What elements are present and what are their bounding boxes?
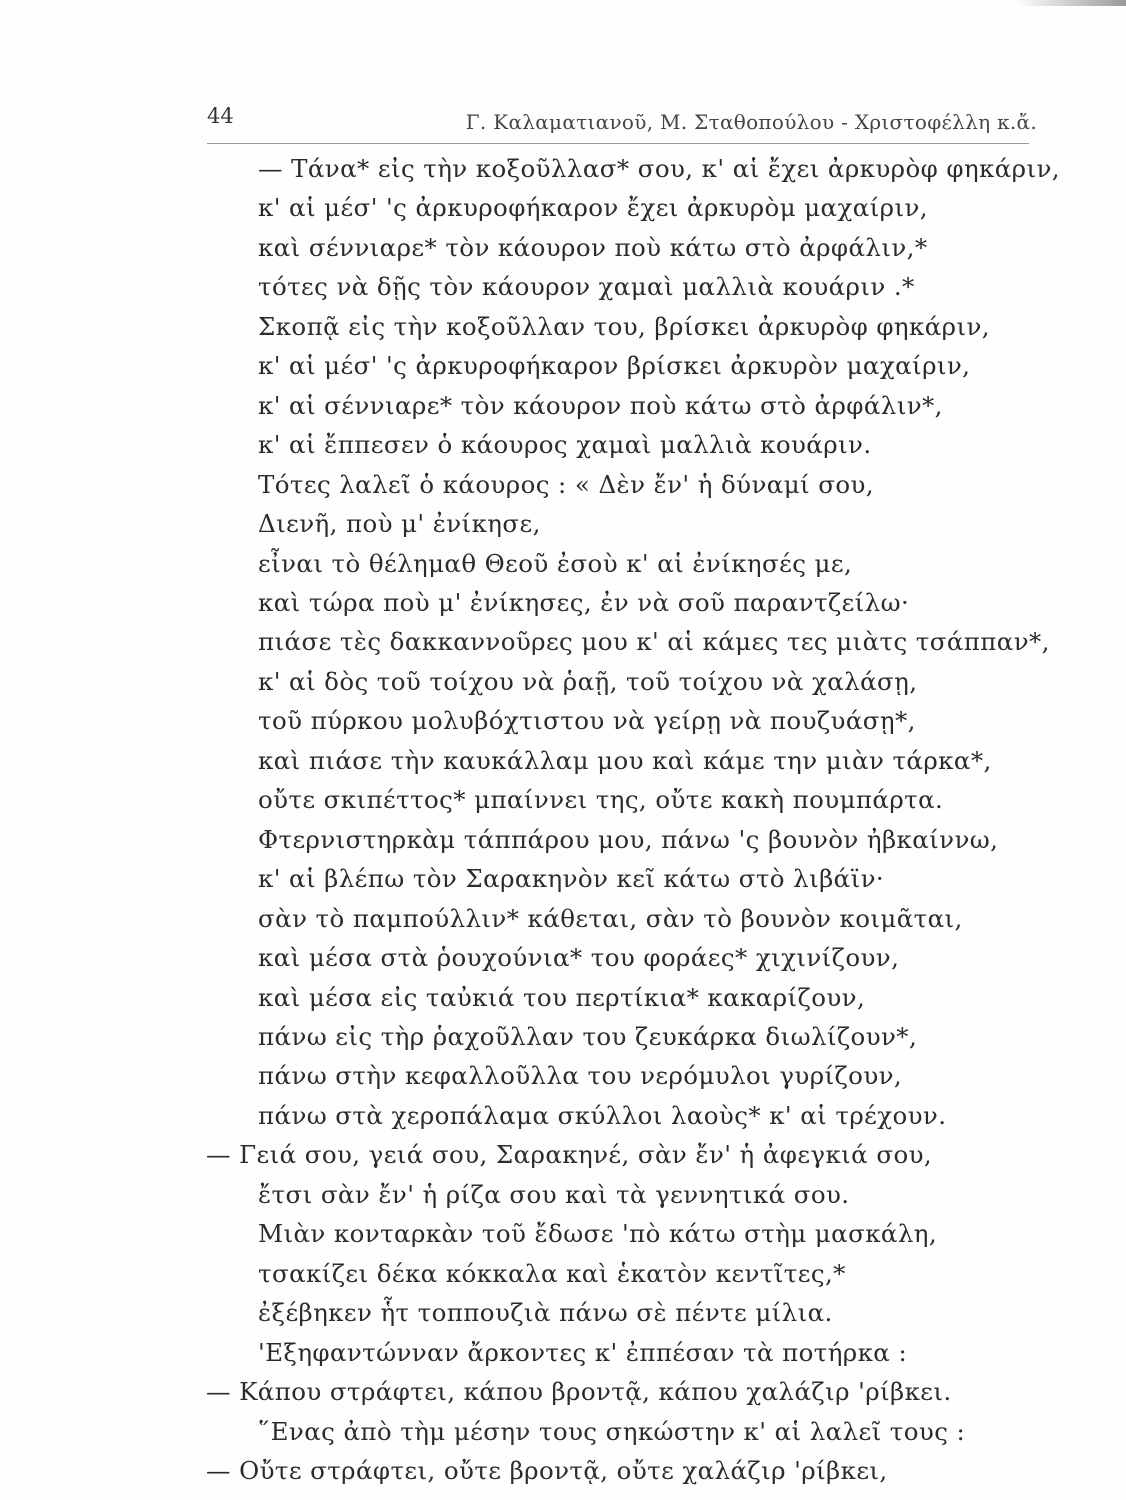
verse-line: πάνω στὰ χεροπάλαμα σκύλλοι λαοὺς* κ' αἱ τρέχουν. [258,1100,947,1130]
verse-line: 'Εξηφαντώνναν ἄρκοντες κ' ἐππέσαν τὰ ποτήρκα : [258,1337,908,1367]
verse-line: — Γειά σου, γειά σου, Σαρακηνέ, σὰν ἔν' ἡ ἀφεγκιά σου, [206,1140,933,1170]
verse-line: Διενῆ, ποὺ μ' ἐνίκησε, [258,509,541,539]
verse-line: καὶ τώρα ποὺ μ' ἐνίκησες, ἐν νὰ σοῦ παραντζείλω· [258,588,910,617]
verse-line: καὶ μέσα εἰς ταὐκιά του περτίκια* κακαρίζουν, [258,982,866,1012]
verse-line: κ' αἱ δὸς τοῦ τοίχου νὰ ῥαῇ, τοῦ τοίχου νὰ χαλάσῃ, [258,666,918,696]
verse-line: πάνω εἰς τὴρ ῥαχοῦλλαν του ζευκάρκα διωλίζουν*, [258,1022,918,1051]
verse-line: — Κάπου στράφτει, κάπου βροντᾷ, κάπου χαλάζιρ 'ρίβκει. [206,1377,952,1407]
verse-line: πιάσε τὲς δακκαννοῦρες μου κ' αἱ κάμες τες μιὰτς τσάππαν*, [258,627,1050,657]
verse-line: κ' αἱ μέσ' 'ς ἀρκυροφήκαρον ἔχει ἀρκυρὸμ μαχαίριν, [258,193,928,223]
verse-line: — Οὔτε στράφτει, οὔτε βροντᾷ, οὔτε χαλάζιρ 'ρίβκει, [206,1456,888,1485]
verse-line: Τότες λαλεῖ ὁ κάουρος : « Δὲν ἔν' ἡ δύναμί σου, [258,469,874,499]
verse-line: σὰν τὸ παμπούλλιν* κάθεται, σὰν τὸ βουνὸν κοιμᾶται, [258,903,963,933]
page-number: 44 [207,104,234,128]
running-head: Γ. Καλαματιανοῦ, Μ. Σταθοπούλου - Χριστοφέλλη κ.ἄ. [465,110,1037,134]
verse-line: τοῦ πύρκου μολυβόχτιστου νὰ γείρῃ νὰ πουζυάσῃ*, [258,706,916,736]
verse-line: ῞Ενας ἀπὸ τὴμ μέσην τους σηκώστην κ' αἱ λαλεῖ τους : [258,1416,966,1446]
verse-line: — Τάνα* εἰς τὴν κοξοῦλλασ* σου, κ' αἱ ἔχει ἀρκυρὸφ φηκάριν, [258,154,1060,183]
verse-line: καὶ πιάσε τὴν καυκάλλαμ μου καὶ κάμε την μιὰν τάρκα*, [258,745,992,775]
verse-line: κ' αἱ μέσ' 'ς ἀρκυροφήκαρον βρίσκει ἀρκυρὸν μαχαίριν, [258,351,971,381]
verse-line: κ' αἱ σέννιαρε* τὸν κάουρον ποὺ κάτω στὸ ἀρφάλιν*, [258,390,943,420]
verse-line: πάνω στὴν κεφαλλοῦλλα του νερόμυλοι γυρίζουν, [258,1061,903,1091]
verse-line: κ' αἱ ἔππεσεν ὁ κάουρος χαμαὶ μαλλιὰ κουάριν. [258,430,872,460]
verse-line: Φτερνιστηρκὰμ τάππάρου μου, πάνω 'ς βουνὸν ἠβκαίννω, [258,824,999,854]
verse-line: οὔτε σκιπέττος* μπαίννει της, οὔτε κακὴ πουμπάρτα. [258,785,944,815]
verse-line: καὶ σέννιαρε* τὸν κάουρον ποὺ κάτω στὸ ἀρφάλιν,* [258,232,928,262]
verse-line: τότες νὰ δῇς τὸν κάουρον χαμαὶ μαλλιὰ κουάριν .* [258,272,915,302]
verse-line: εἶναι τὸ θέλημαθ Θεοῦ ἐσοὺ κ' αἱ ἐνίκησές με, [258,548,853,578]
verse-line: Μιὰν κονταρκὰν τοῦ ἔδωσε 'πὸ κάτω στὴμ μασκάλη, [258,1219,938,1249]
verse-line: ἐξέβηκεν ἧτ τοππουζιὰ πάνω σὲ πέντε μίλια. [258,1298,833,1328]
verse-line: ἔτσι σὰν ἔν' ἡ ρίζα σου καὶ τὰ γεννητικά σου. [258,1179,850,1209]
verse-line: κ' αἱ βλέπω τὸν Σαρακηνὸν κεῖ κάτω στὸ λιβάϊν· [258,864,885,894]
verse-line: καὶ μέσα στὰ ῥουχούνια* του φοράες* χιχινίζουν, [258,943,900,973]
verse-line: Σκοπᾷ εἰς τὴν κοξοῦλλαν του, βρίσκει ἀρκυρὸφ φηκάριν, [258,311,990,341]
verse-line: τσακίζει δέκα κόκκαλα καὶ ἑκατὸν κεντῖτες,* [258,1258,846,1288]
